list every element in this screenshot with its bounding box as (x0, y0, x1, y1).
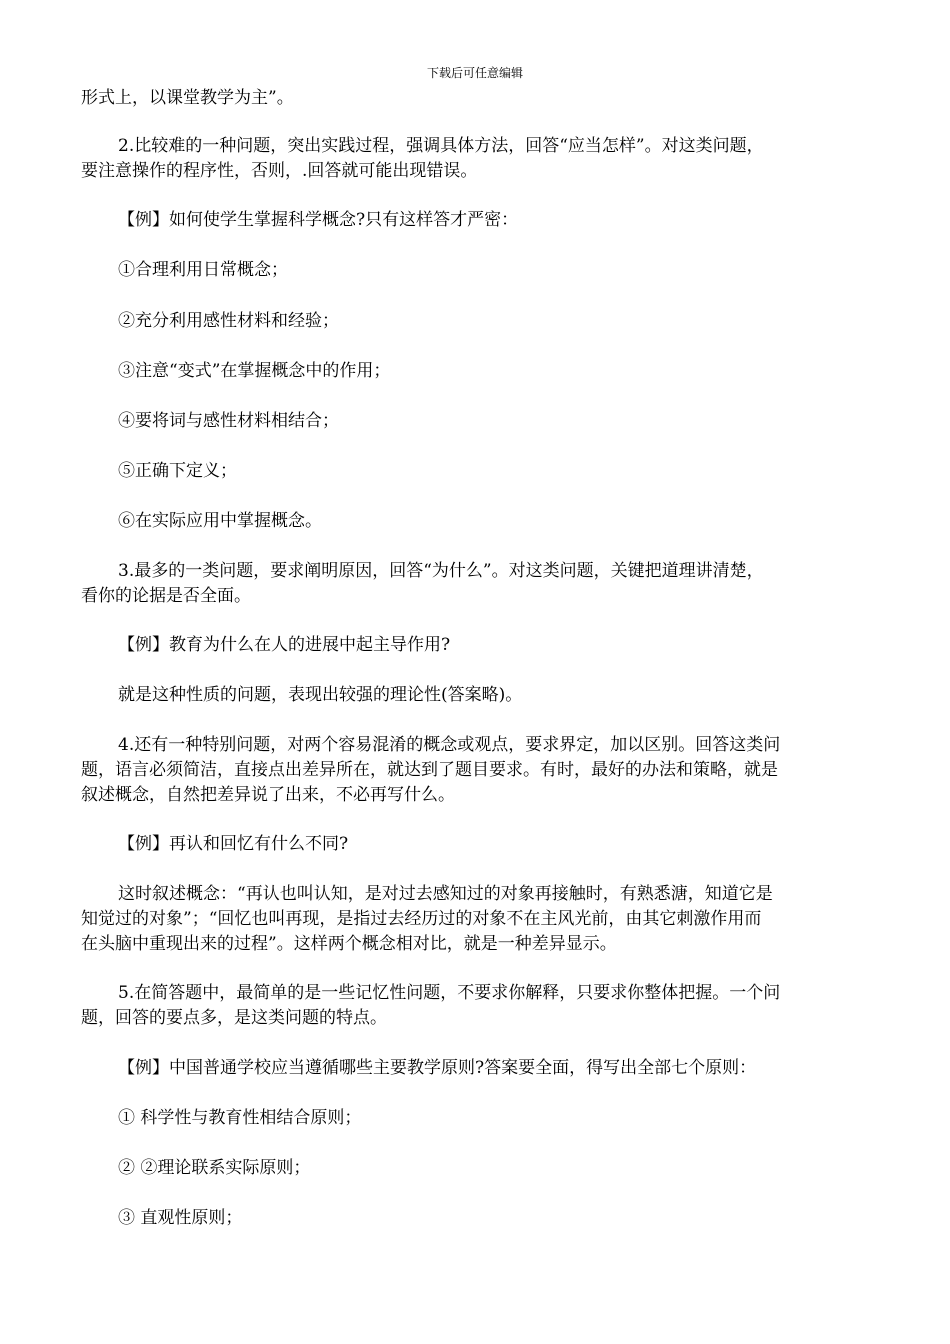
text-line: ③ 直观性原则； (118, 1208, 243, 1228)
text-line: 4.还有一种特别问题，对两个容易混淆的概念或观点，要求界定，加以区别。回答这类问 (118, 735, 781, 755)
text-line: 题，语言必须简洁，直接点出差异所在，就达到了题目要求。有时，最好的办法和策略，就是 (81, 760, 778, 780)
text-line: 在头脑中重现出来的过程”。这样两个概念相对比，就是一种差异显示。 (81, 934, 617, 954)
text-line: 看你的论据是否全面。 (81, 586, 251, 606)
paragraph-6 (81, 409, 871, 434)
paragraph-19 (81, 1206, 871, 1231)
text-line: ⑤正确下定义； (118, 461, 237, 481)
paragraph-7 (81, 459, 871, 484)
paragraph-5 (81, 359, 871, 384)
text-line: 这时叙述概念：“再认也叫认知，是对过去感知过的对象再接触时，有熟悉溏，知道它是 (118, 884, 773, 904)
text-line: ① 科学性与教育性相结合原则； (118, 1108, 362, 1128)
text-line: 形式上，以课堂教学为主”。 (81, 88, 294, 108)
paragraph-2 (81, 208, 871, 233)
text-line: 要注意操作的程序性，否则，.回答就可能出现错误。 (81, 161, 478, 181)
text-line: 知觉过的对象”；“回忆也叫再现，是指过去经历过的对象不在主风光前，由其它刺激作用而 (81, 909, 762, 929)
text-line: 2.比较难的一种问题，突出实践过程，强调具体方法，回答“应当怎样”。对这类问题， (118, 136, 764, 156)
paragraph-13 (81, 832, 871, 857)
text-line: 就是这种性质的问题，表现出较强的理论性(答案略)。 (118, 685, 523, 705)
paragraph-17 (81, 1106, 871, 1131)
text-line: ⑥在实际应用中掌握概念。 (118, 511, 322, 531)
text-line: 5.在简答题中，最简单的是一些记忆性问题，不要求你解释，只要求你整体把握。一个问 (118, 983, 781, 1003)
paragraph-18 (81, 1156, 871, 1181)
text-line: 【例】再认和回忆有什么不同? (118, 834, 349, 854)
text-line: 叙述概念，自然把差异说了出来，不必再写什么。 (81, 785, 455, 805)
paragraph-9 (81, 559, 871, 609)
paragraph-1 (81, 134, 871, 184)
text-line: 【例】中国普通学校应当遵循哪些主要教学原则?答案要全面，得写出全部七个原则： (118, 1058, 757, 1078)
paragraph-4 (81, 309, 871, 334)
paragraph-11 (81, 683, 871, 708)
paragraph-8 (81, 509, 871, 534)
paragraph-14 (81, 882, 871, 957)
text-line: ④要将词与感性材料相结合； (118, 411, 339, 431)
paragraph-3 (81, 258, 871, 283)
paragraph-0 (81, 86, 871, 111)
text-line: ②充分利用感性材料和经验； (118, 311, 339, 331)
paragraph-12 (81, 733, 871, 808)
paragraph-16 (81, 1056, 871, 1081)
text-line: 【例】如何使学生掌握科学概念?只有这样答才严密： (118, 210, 519, 230)
paragraph-10 (81, 633, 871, 658)
text-line: ③注意“变式”在掌握概念中的作用； (118, 361, 391, 381)
page-header: 下载后可任意编辑 (426, 66, 523, 80)
text-line: ①合理利用日常概念； (118, 260, 288, 280)
text-line: 题，回答的要点多，是这类问题的特点。 (81, 1008, 387, 1028)
text-line: ② ②理论联系实际原则； (118, 1158, 311, 1178)
text-line: 3.最多的一类问题，要求阐明原因，回答“为什么”。对这类问题，关键把道理讲清楚， (118, 561, 764, 581)
text-line: 【例】教育为什么在人的进展中起主导作用? (118, 635, 451, 655)
paragraph-15 (81, 981, 871, 1031)
